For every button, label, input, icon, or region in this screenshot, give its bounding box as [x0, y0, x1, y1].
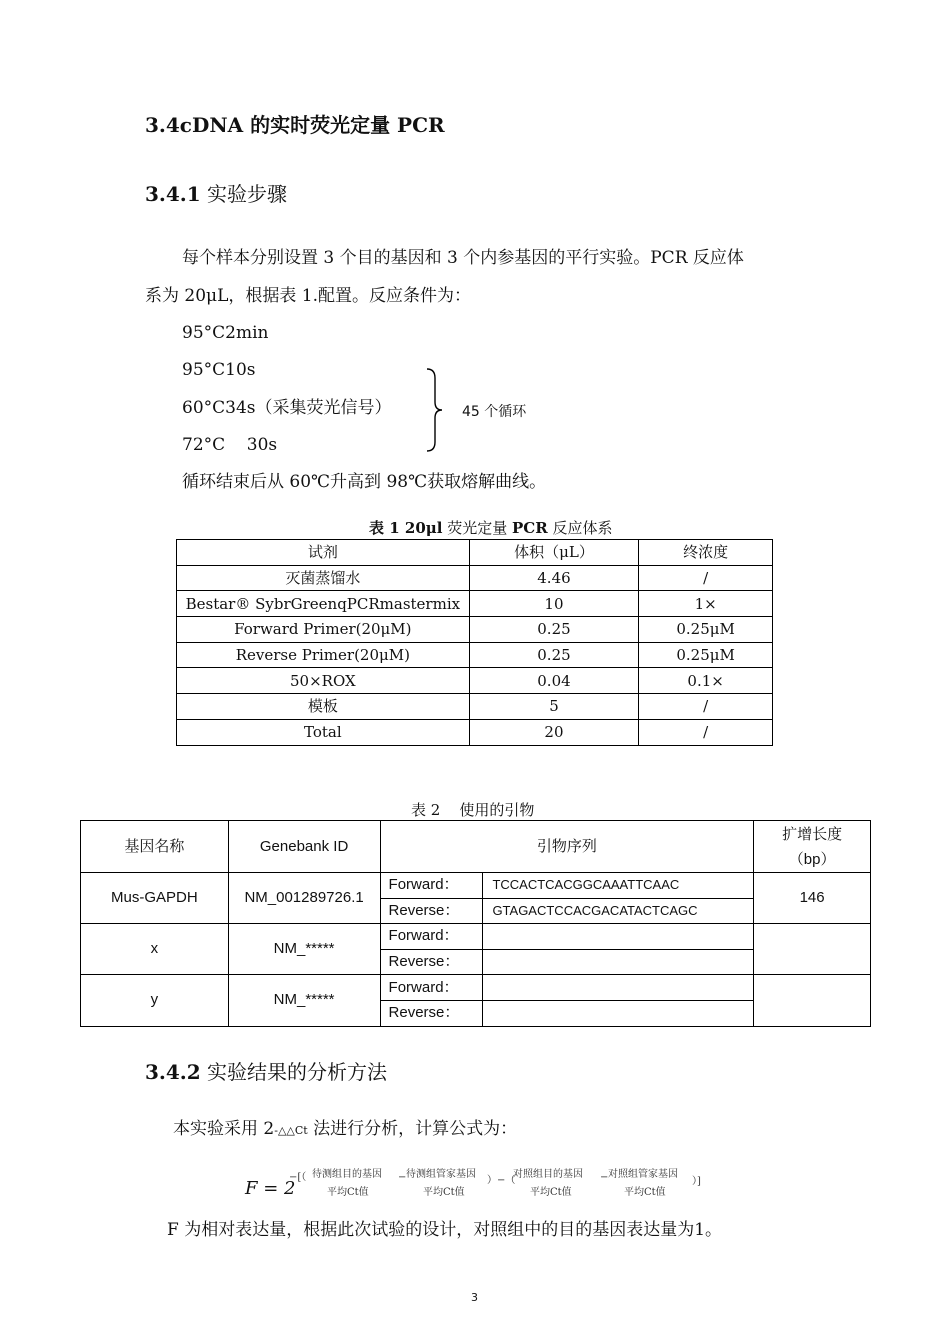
table-row	[177, 668, 773, 694]
subsection-number: 3.4.1	[145, 182, 201, 206]
gene-name-cell: y	[81, 975, 229, 1026]
table-cell: 0.04	[469, 668, 639, 694]
forward-sequence	[483, 924, 754, 950]
header-volume: 体积（μL）	[469, 540, 639, 566]
formula-term4-top: 对照组管家基因	[608, 1169, 678, 1180]
header-amplicon-length	[754, 821, 871, 873]
table-cell: Bestar® SybrGreenqPCRmastermix	[177, 591, 470, 617]
table-cell: 模板	[177, 694, 470, 720]
table-cell: 0.25	[469, 617, 639, 643]
condition-step-1: 95°C2min	[182, 323, 269, 343]
reverse-label: Reverse：	[380, 898, 483, 924]
header-primer-sequence: 引物序列	[380, 821, 754, 873]
forward-label: Forward：	[380, 975, 483, 1001]
method-superscript: -△△Ct	[274, 1124, 308, 1137]
melt-curve-line: 循环结束后从 60℃升高到 98℃获取熔解曲线。	[182, 472, 547, 492]
table1-caption-prefix: 表 1 20μl	[369, 519, 443, 537]
table-cell: Reverse Primer(20μM)	[177, 642, 470, 668]
table-cell: /	[639, 565, 773, 591]
table-row	[81, 975, 871, 1001]
table1-caption-mid: 荧光定量	[442, 519, 512, 537]
condition-step-3: 60°C34s（采集荧光信号）	[182, 398, 392, 418]
method-text-b: 法进行分析，计算公式为：	[307, 1119, 518, 1139]
table-cell: /	[639, 719, 773, 745]
table-row	[81, 873, 871, 899]
table-row	[177, 642, 773, 668]
table-cell: 0.1×	[639, 668, 773, 694]
table-row	[81, 924, 871, 950]
subsection-title: 实验结果的分析方法	[200, 1060, 388, 1084]
table-header-row	[177, 540, 773, 566]
table2-caption: 表 2 使用的引物	[411, 801, 535, 819]
formula-minus-1: −	[398, 1172, 407, 1183]
reaction-system-table	[176, 539, 773, 746]
table-cell: 20	[469, 719, 639, 745]
genebank-id-cell: NM_*****	[228, 975, 380, 1026]
header-gene-name: 基因名称	[81, 821, 229, 873]
method-line	[173, 1118, 517, 1142]
formula-lhs: F = 2	[245, 1178, 296, 1199]
formula-term2-top: 待测组管家基因	[406, 1169, 476, 1180]
formula-minus-2: −	[600, 1172, 609, 1183]
table-cell: 0.25	[469, 642, 639, 668]
header-amplicon-length-line1: 扩增长度	[782, 825, 843, 843]
amplicon-length-cell	[754, 924, 871, 975]
reverse-sequence	[483, 1000, 754, 1026]
table-row	[177, 719, 773, 745]
reverse-label: Reverse：	[380, 949, 483, 975]
reverse-label: Reverse：	[380, 1000, 483, 1026]
reverse-sequence: GTAGACTCCACGACATACTCAGC	[483, 898, 754, 924]
subsection-heading-analysis	[145, 1056, 387, 1085]
table-row	[177, 617, 773, 643]
table-cell: /	[639, 694, 773, 720]
table1-caption-bold: PCR	[511, 519, 548, 537]
forward-sequence	[483, 975, 754, 1001]
formula-exp-prefix: −[（	[289, 1172, 307, 1183]
table-cell: Forward Primer(20μM)	[177, 617, 470, 643]
forward-label: Forward：	[380, 924, 483, 950]
gene-name-cell: x	[81, 924, 229, 975]
formula-term3-bottom: 平均Ct值	[530, 1187, 572, 1198]
formula-term3-top: 对照组目的基因	[513, 1169, 583, 1180]
table-cell: 0.25μM	[639, 617, 773, 643]
final-paragraph: F 为相对表达量，根据此次试验的设计，对照组中的目的基因表达量为1。	[167, 1220, 723, 1240]
table-row	[177, 694, 773, 720]
table-cell: 5	[469, 694, 639, 720]
primer-table	[80, 820, 871, 1027]
condition-step-4: 72°C 30s	[182, 435, 278, 455]
forward-sequence: TCCACTCACGGCAAATTCAAC	[483, 873, 754, 899]
forward-label: Forward：	[380, 873, 483, 899]
table-row	[177, 591, 773, 617]
table1-caption-suffix: 反应体系	[547, 519, 613, 537]
table-cell: 4.46	[469, 565, 639, 591]
table1-caption	[369, 517, 612, 538]
formula-term1-top: 待测组目的基因	[312, 1169, 382, 1180]
paragraph-line-2: 系为 20μL，根据表 1.配置。反应条件为：	[145, 286, 471, 306]
section-heading: 3.4cDNA 的实时荧光定量 PCR	[145, 113, 445, 137]
cycle-count-note: 45 个循环	[462, 404, 527, 420]
table-cell: 1×	[639, 591, 773, 617]
formula-term2-bottom: 平均Ct值	[423, 1187, 465, 1198]
formula-exp-suffix: ）]	[692, 1176, 701, 1187]
gene-name-cell: Mus-GAPDH	[81, 873, 229, 924]
table-cell: 0.25μM	[639, 642, 773, 668]
table-cell: 灭菌蒸馏水	[177, 565, 470, 591]
formula-mid: ）−（	[487, 1175, 516, 1186]
table-cell: 10	[469, 591, 639, 617]
genebank-id-cell: NM_*****	[228, 924, 380, 975]
table-header-row	[81, 821, 871, 873]
table-row	[177, 565, 773, 591]
page-number: 3	[471, 1291, 478, 1304]
table-cell: Total	[177, 719, 470, 745]
condition-step-2: 95°C10s	[182, 360, 256, 380]
cycle-brace-icon	[424, 368, 446, 452]
method-text-a: 本实验采用 2	[173, 1119, 275, 1139]
amplicon-length-cell: 146	[754, 873, 871, 924]
header-final-concentration: 终浓度	[639, 540, 773, 566]
paragraph-line-1: 每个样本分别设置 3 个目的基因和 3 个内参基因的平行实验。PCR 反应体	[182, 248, 744, 268]
header-genebank-id: Genebank ID	[228, 821, 380, 873]
header-amplicon-length-line2: （bp）	[788, 850, 836, 868]
reverse-sequence	[483, 949, 754, 975]
genebank-id-cell: NM_001289726.1	[228, 873, 380, 924]
formula-term4-bottom: 平均Ct值	[624, 1187, 666, 1198]
table-cell: 50×ROX	[177, 668, 470, 694]
amplicon-length-cell	[754, 975, 871, 1026]
formula-term1-bottom: 平均Ct值	[327, 1187, 369, 1198]
subsection-title: 实验步骤	[200, 182, 288, 206]
subsection-number: 3.4.2	[145, 1060, 201, 1084]
subsection-heading-steps	[145, 178, 287, 207]
header-reagent: 试剂	[177, 540, 470, 566]
